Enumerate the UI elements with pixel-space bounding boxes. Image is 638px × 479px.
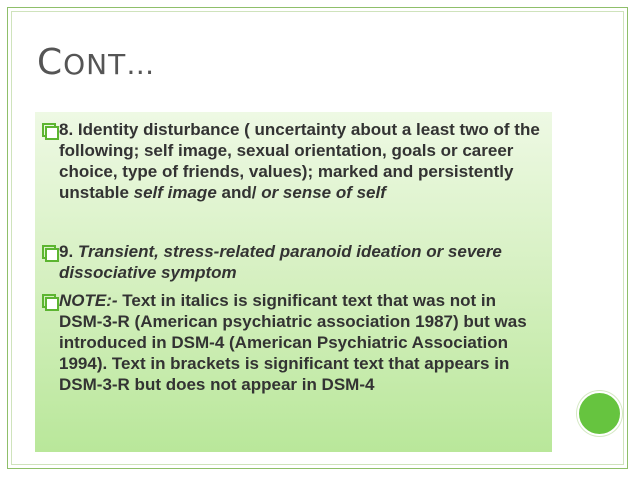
text-run: 8. Identity disturbance ( uncertainty about a least two of the following; self image, sexual orientation, goals or career choice, type of friends, values); marked and persistently unstable xyxy=(59,120,540,202)
bullet-text-note xyxy=(59,290,544,395)
italic-text-run: self image xyxy=(133,183,217,202)
square-bullet-icon xyxy=(40,292,60,312)
text-run: 9. xyxy=(59,242,78,261)
italic-text-run: Transient, stress-related paranoid ideation or severe dissociative symptom xyxy=(59,242,502,282)
square-bullet-icon xyxy=(40,243,60,263)
text-run: Text in italics is significant text that was not in DSM-3-R (American psychiatric association 1987) but was introduced in DSM-4 (American Psychiatric Association 1994). Text in brackets is significant text that appears in DSM-3-R but does not appear in DSM-4 xyxy=(59,291,527,394)
bullet-text-transient-stress xyxy=(59,241,544,283)
italic-text-run: or sense of self xyxy=(261,183,386,202)
text-run: and/ xyxy=(216,183,262,202)
decorative-circle-icon xyxy=(577,391,622,436)
bullet-text-identity-disturbance xyxy=(59,119,544,203)
slide-title xyxy=(37,42,156,83)
title-initial: C xyxy=(37,42,64,83)
title-rest: ONT… xyxy=(63,48,156,81)
italic-text-run: NOTE:- xyxy=(59,291,118,310)
square-bullet-icon xyxy=(40,121,60,141)
